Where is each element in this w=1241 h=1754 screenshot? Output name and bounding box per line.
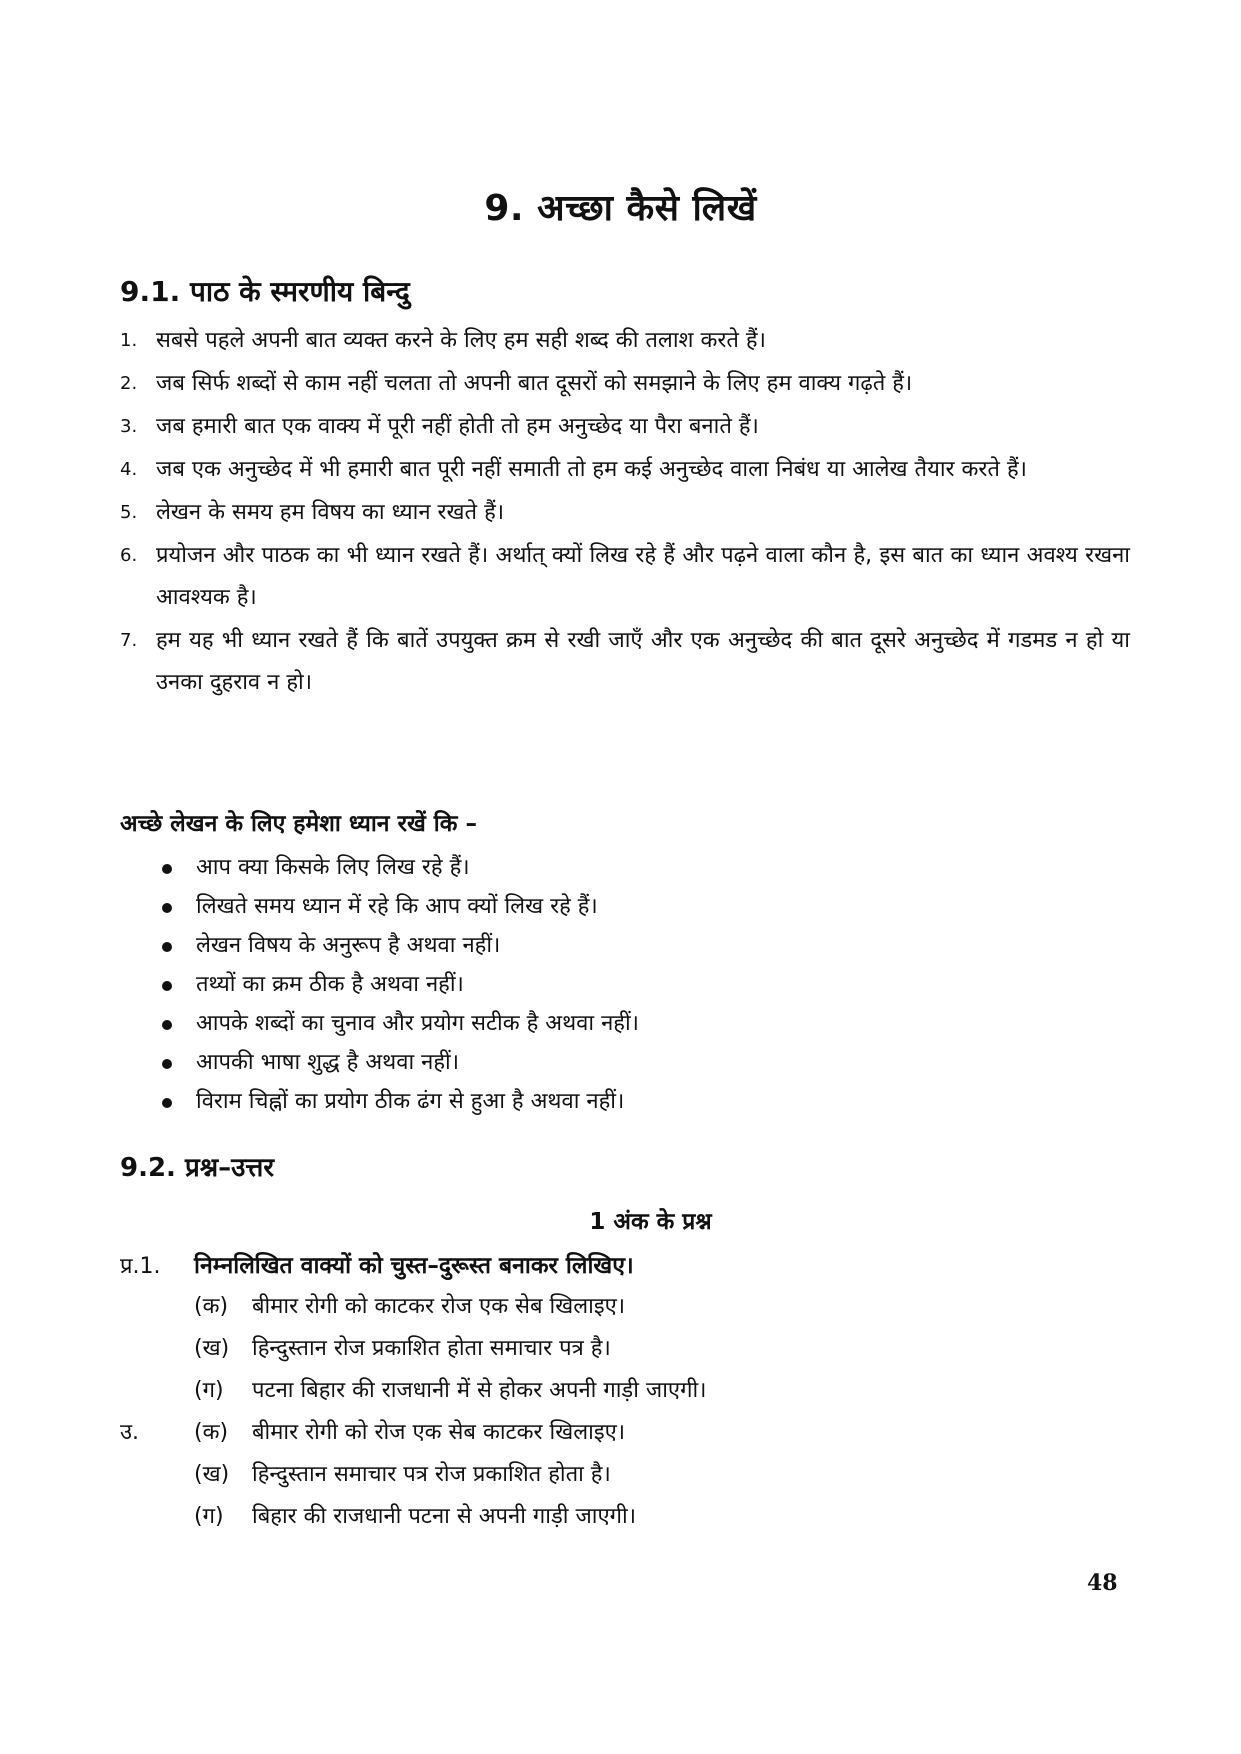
bullet-dot-icon [162, 1059, 172, 1069]
item-text: सबसे पहले अपनी बात व्यक्त करने के लिए हम सही शब्द की तलाश करते हैं। [156, 328, 766, 353]
bullet-item [162, 887, 639, 926]
list-item [120, 620, 1130, 704]
item-number: 4. [120, 459, 138, 480]
bullet-item [162, 848, 639, 887]
list-item [120, 406, 1130, 448]
chapter-title: 9. अच्छा कैसे लिखें [484, 188, 757, 229]
answer-item [194, 1416, 625, 1446]
memorable-points-list [120, 320, 1130, 705]
item-marker: (क) [194, 1420, 229, 1445]
item-marker: (क) [194, 1294, 229, 1319]
list-item [120, 449, 1130, 491]
bullet-item [162, 926, 639, 965]
item-text: बिहार की राजधानी पटना से अपनी गाड़ी जाएगी। [252, 1504, 637, 1529]
item-text: पटना बिहार की राजधानी में से होकर अपनी गाड़ी जाएगी। [252, 1378, 707, 1403]
page-number: 48 [1087, 1570, 1118, 1596]
bullet-dot-icon [162, 903, 172, 913]
item-marker: (ग) [194, 1504, 224, 1529]
item-text: बीमार रोगी को काटकर रोज एक सेब खिलाइए। [252, 1294, 626, 1319]
list-item [120, 535, 1130, 619]
bullet-item [162, 1004, 639, 1043]
bullet-text: लेखन विषय के अनुरूप है अथवा नहीं। [196, 933, 501, 958]
item-number: 7. [120, 630, 138, 651]
list-item [120, 320, 1130, 362]
bullet-text: आपकी भाषा शुद्ध है अथवा नहीं। [196, 1050, 460, 1075]
question-item [194, 1332, 611, 1362]
item-text: बीमार रोगी को रोज एक सेब काटकर खिलाइए। [252, 1420, 626, 1445]
item-text: प्रयोजन और पाठक का भी ध्यान रखते हैं। अर्थात् क्यों लिख रहे हैं और पढ़ने वाला कौन है, इस बात का ध्यान अवश्य रखना आवश्यक है। [156, 543, 1130, 610]
list-item [120, 492, 1130, 534]
item-text: जब एक अनुच्छेद में भी हमारी बात पूरी नहीं समाती तो हम कई अनुच्छेद वाला निबंध या आलेख तैयार करते हैं। [156, 457, 1027, 482]
item-number: 2. [120, 373, 138, 394]
item-text: हिन्दुस्तान समाचार पत्र रोज प्रकाशित होता है। [252, 1462, 611, 1487]
item-marker: (ग) [194, 1378, 224, 1403]
answer-item [194, 1458, 611, 1488]
tips-heading: अच्छे लेखन के लिए हमेशा ध्यान रखें कि – [120, 811, 477, 837]
item-text: हम यह भी ध्यान रखते हैं कि बातें उपयुक्त क्रम से रखी जाएँ और एक अनुच्छेद की बात दूसरे अनुच्छेद में गडमड न हो या उनका दुहराव न हो। [156, 628, 1130, 695]
question-text: निम्नलिखित वाक्यों को चुस्त–दुरूस्त बनाकर लिखिए। [194, 1253, 634, 1279]
bullet-dot-icon [162, 864, 172, 874]
section-heading-question-answer: 9.2. प्रश्न–उत्तर [120, 1153, 275, 1183]
item-number: 1. [120, 330, 138, 351]
bullet-text: आपके शब्दों का चुनाव और प्रयोग सटीक है अथवा नहीं। [196, 1011, 640, 1036]
bullet-item [162, 1082, 639, 1121]
bullet-dot-icon [162, 1020, 172, 1030]
item-number: 3. [120, 416, 138, 437]
answer-label: उ. [120, 1420, 140, 1445]
tips-bullet-list [162, 848, 639, 1121]
bullet-dot-icon [162, 1098, 172, 1108]
item-text: जब सिर्फ शब्दों से काम नहीं चलता तो अपनी बात दूसरों को समझाने के लिए हम वाक्य गढ़ते हैं। [156, 371, 913, 396]
bullet-item [162, 1043, 639, 1082]
question-label: प्र.1. [120, 1254, 161, 1279]
item-text: हिन्दुस्तान रोज प्रकाशित होता समाचार पत्र है। [252, 1336, 611, 1361]
bullet-item [162, 965, 639, 1004]
bullet-text: लिखते समय ध्यान में रहे कि आप क्यों लिख रहे हैं। [196, 894, 598, 919]
bullet-text: तथ्यों का क्रम ठीक है अथवा नहीं। [196, 972, 464, 997]
item-marker: (ख) [194, 1336, 230, 1361]
answer-item [194, 1500, 636, 1530]
marks-heading: 1 अंक के प्रश्न [589, 1209, 712, 1235]
bullet-dot-icon [162, 981, 172, 991]
question-item [194, 1374, 707, 1404]
item-number: 5. [120, 502, 138, 523]
bullet-dot-icon [162, 942, 172, 952]
bullet-text: आप क्या किसके लिए लिख रहे हैं। [196, 855, 470, 880]
item-text: लेखन के समय हम विषय का ध्यान रखते हैं। [156, 500, 505, 525]
question-item [194, 1290, 625, 1320]
item-number: 6. [120, 545, 138, 566]
section-heading-memorable-points: 9.1. पाठ के स्मरणीय बिन्दु [120, 275, 410, 308]
item-text: जब हमारी बात एक वाक्य में पूरी नहीं होती तो हम अनुच्छेद या पैरा बनाते हैं। [156, 414, 759, 439]
list-item [120, 363, 1130, 405]
bullet-text: विराम चिह्नों का प्रयोग ठीक ढंग से हुआ है अथवा नहीं। [196, 1089, 625, 1114]
item-marker: (ख) [194, 1462, 230, 1487]
